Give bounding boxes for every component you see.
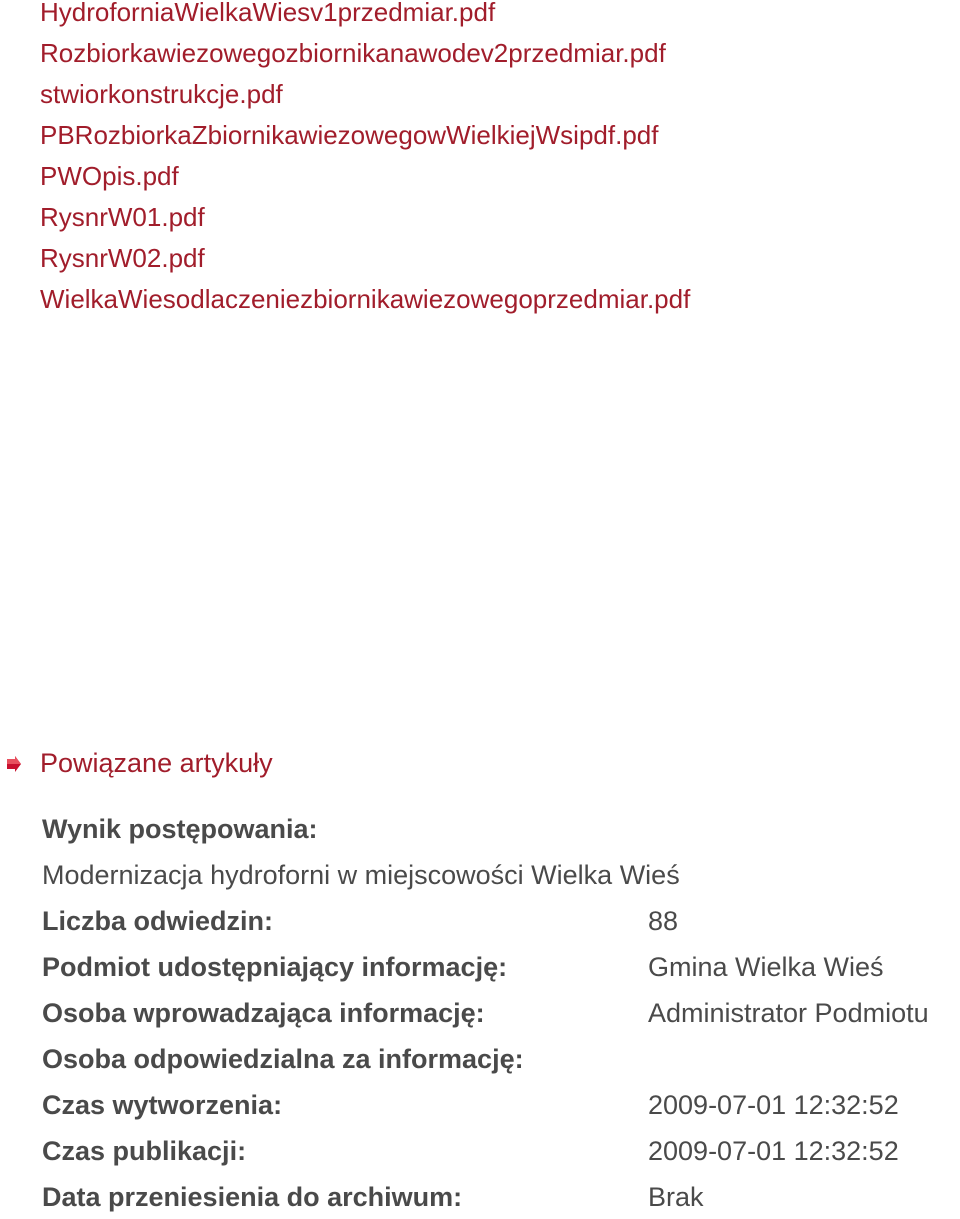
info-metadata — [42, 806, 960, 1219]
attachment-item — [40, 156, 690, 197]
detail-row — [42, 898, 960, 944]
result-heading: Wynik postępowania: — [42, 814, 318, 844]
detail-row — [42, 990, 960, 1036]
detail-label: Czas wytworzenia: — [42, 1090, 283, 1120]
related-articles — [0, 740, 273, 786]
attachment-list — [40, 0, 690, 320]
detail-value — [648, 1036, 960, 1082]
detail-row — [42, 1128, 960, 1174]
attachment-item — [40, 74, 690, 115]
detail-value: Brak — [648, 1182, 704, 1212]
attachment-item — [40, 33, 690, 74]
detail-row — [42, 1174, 960, 1219]
detail-value: 2009-07-01 12:32:52 — [648, 1090, 899, 1120]
detail-label: Czas publikacji: — [42, 1136, 247, 1166]
attachment-item — [40, 197, 690, 238]
detail-value: 88 — [648, 906, 679, 936]
result-value: Modernizacja hydroforni w miejscowości Wielka Wieś — [42, 860, 680, 890]
attachment-item — [40, 238, 690, 279]
attachment-link[interactable]: HydroforniaWielkaWiesv1przedmiar.pdf — [40, 0, 496, 27]
detail-label: Osoba wprowadzająca informację: — [42, 998, 485, 1028]
detail-label: Podmiot udostępniający informację: — [42, 952, 508, 982]
related-articles-link[interactable]: Powiązane artykuły — [40, 747, 273, 778]
detail-value: Administrator Podmiotu — [648, 998, 929, 1028]
attachment-link[interactable]: stwiorkonstrukcje.pdf — [40, 79, 283, 109]
detail-value: Gmina Wielka Wieś — [648, 952, 884, 982]
detail-row — [42, 944, 960, 990]
detail-row — [42, 1036, 960, 1082]
attachment-item — [40, 279, 690, 320]
detail-row — [42, 1082, 960, 1128]
attachment-link[interactable]: RysnrW02.pdf — [40, 243, 205, 273]
detail-label: Liczba odwiedzin: — [42, 906, 274, 936]
arrow-bullet-icon — [0, 740, 40, 786]
attachment-link[interactable]: WielkaWiesodlaczeniezbiornikawiezowegoprzedmiar.pdf — [40, 284, 691, 314]
attachment-link[interactable]: PWOpis.pdf — [40, 161, 179, 191]
attachment-link[interactable]: Rozbiorkawiezowegozbiornikanawodev2przedmiar.pdf — [40, 38, 666, 68]
detail-label: Data przeniesienia do archiwum: — [42, 1182, 463, 1212]
detail-value: 2009-07-01 12:32:52 — [648, 1136, 899, 1166]
detail-label: Osoba odpowiedzialna za informację: — [42, 1044, 524, 1074]
attachment-item — [40, 115, 690, 156]
attachment-item — [40, 0, 690, 33]
attachment-link[interactable]: PBRozbiorkaZbiornikawiezowegowWielkiejWsipdf.pdf — [40, 120, 659, 150]
attachment-link[interactable]: RysnrW01.pdf — [40, 202, 205, 232]
